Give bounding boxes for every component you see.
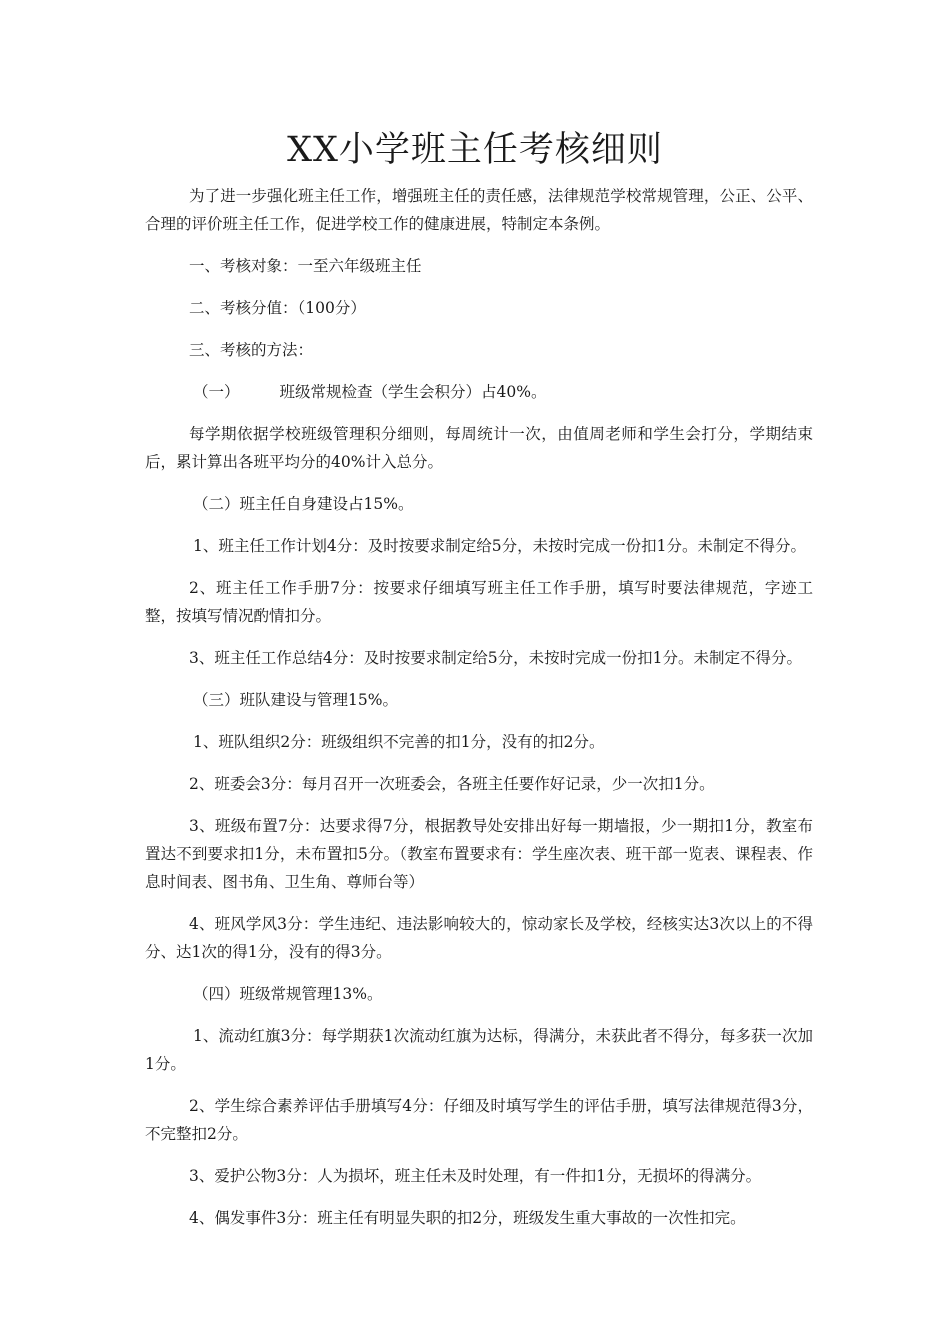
item-3-3: 3、班级布置7分：达要求得7分，根据教导处安排出好每一期墙报，少一期扣1分，教室布置达不到要求扣1分，未布置扣5分。（教室布置要求有：学生座次表、班干部一览表、课程表、作息时间表、图书角、卫生角、尊师台等） bbox=[145, 817, 813, 891]
subsection-2-heading: （二）班主任自身建设占15%。 bbox=[193, 495, 414, 513]
item-3-4: 4、班风学风3分：学生违纪、违法影响较大的，惊动家长及学校，经核实达3次以上的不得分、达1次的得1分，没有的得3分。 bbox=[145, 915, 813, 961]
item-4-3: 3、爱护公物3分：人为损坏，班主任未及时处理，有一件扣1分，无损坏的得满分。 bbox=[189, 1167, 762, 1185]
subsection-1-heading bbox=[145, 378, 813, 406]
subsection-4-heading: （四）班级常规管理13%。 bbox=[193, 985, 383, 1003]
subsection-1-text: 班级常规检查（学生会积分）占40%。 bbox=[279, 383, 547, 401]
item-4-4: 4、偶发事件3分：班主任有明显失职的扣2分，班级发生重大事故的一次性扣完。 bbox=[189, 1209, 746, 1227]
item-3-2: 2、班委会3分：每月召开一次班委会，各班主任要作好记录，少一次扣1分。 bbox=[189, 775, 715, 793]
subsection-1-body: 每学期依据学校班级管理积分细则，每周统计一次，由值周老师和学生会打分，学期结束后，累计算出各班平均分的40%计入总分。 bbox=[145, 425, 813, 471]
item-4-1: 1、流动红旗3分：每学期获1次流动红旗为达标，得满分，未获此者不得分，每多获一次加1分。 bbox=[145, 1027, 813, 1073]
item-4-2: 2、学生综合素养评估手册填写4分：仔细及时填写学生的评估手册，填写法律规范得3分，不完整扣2分。 bbox=[145, 1097, 813, 1143]
item-3-1: 1、班队组织2分：班级组织不完善的扣1分，没有的扣2分。 bbox=[193, 733, 605, 751]
item-2-3: 3、班主任工作总结4分：及时按要求制定给5分，未按时完成一份扣1分。未制定不得分。 bbox=[189, 649, 802, 667]
item-2-2: 2、班主任工作手册7分：按要求仔细填写班主任工作手册，填写时要法律规范，字迹工整，按填写情况酌情扣分。 bbox=[145, 579, 813, 625]
section-3-heading: 三、考核的方法： bbox=[189, 341, 314, 359]
subsection-3-heading: （三）班队建设与管理15%。 bbox=[193, 691, 398, 709]
document-title: XX小学班主任考核细则 bbox=[287, 130, 663, 170]
section-2-heading: 二、考核分值：（100分） bbox=[189, 299, 366, 317]
section-1-heading: 一、考核对象：一至六年级班主任 bbox=[189, 257, 422, 275]
intro-paragraph: 为了进一步强化班主任工作，增强班主任的责任感，法律规范学校常规管理，公正、公平、合理的评价班主任工作，促进学校工作的健康进展，特制定本条例。 bbox=[145, 187, 813, 233]
subsection-1-number: （一） bbox=[193, 383, 240, 401]
item-2-1: 1、班主任工作计划4分：及时按要求制定给5分，未按时完成一份扣1分。未制定不得分。 bbox=[193, 537, 806, 555]
document-body bbox=[145, 182, 813, 1246]
